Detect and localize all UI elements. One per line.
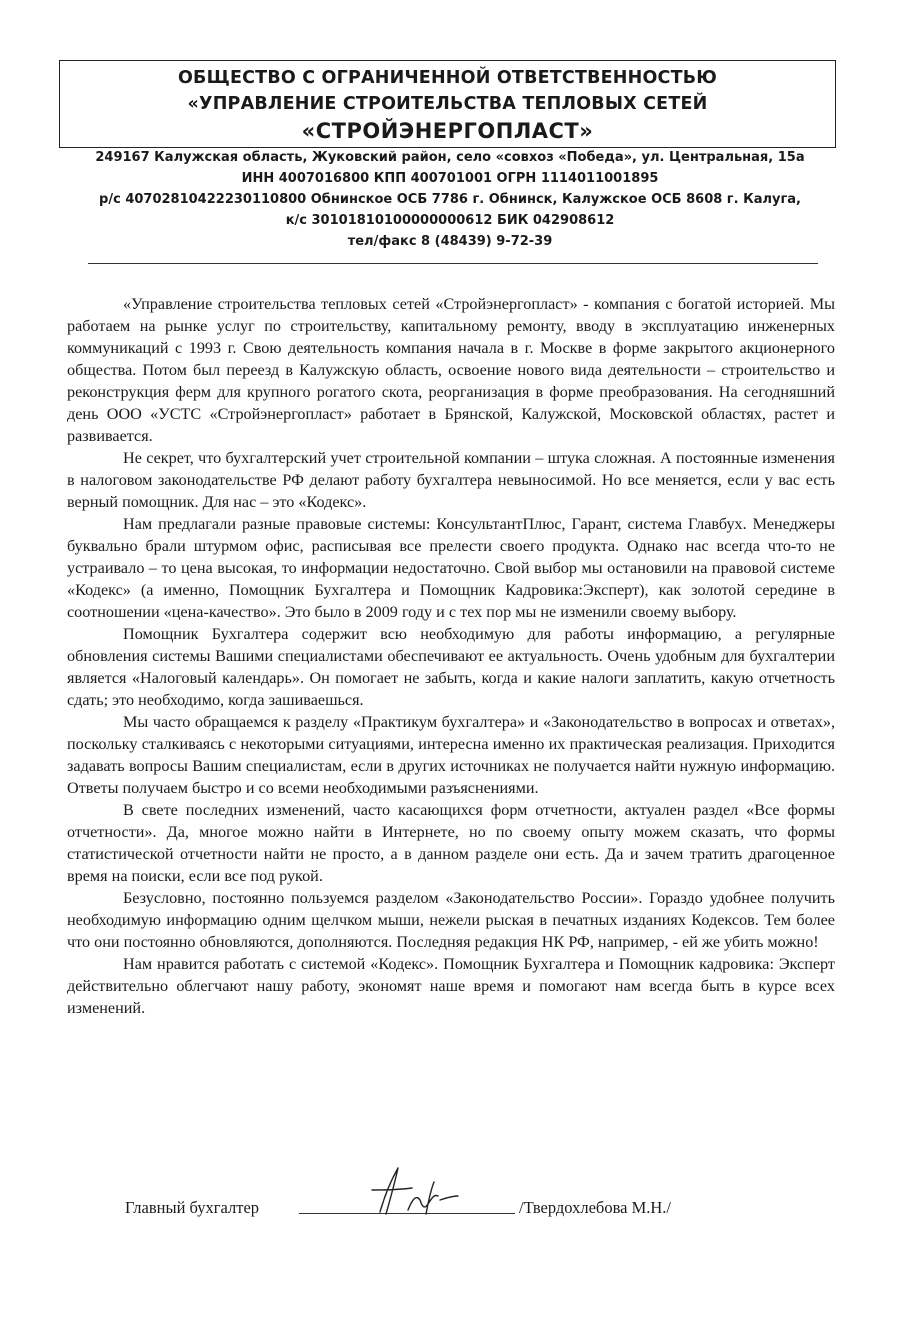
- paragraph: Помощник Бухгалтера содержит всю необходимую для работы информацию, а регулярные обновления системы Вашими специалистами обеспечивают ее актуальность. Очень удобным для бухгалтерии является «Налоговый календарь». Он помогает не забыть, когда и какие налоги заплатить, какую отчетность сдать; это необходимо, когда зашиваешься.: [67, 625, 835, 709]
- paragraph: Нам нравится работать с системой «Кодекс». Помощник Бухгалтера и Помощник кадровика: Эксперт действительно облегчают нашу работу, экономят наше время и помогают нам всегда быть в курсе всех изменений.: [67, 955, 835, 1017]
- company-name-line-2: «УПРАВЛЕНИЕ СТРОИТЕЛЬСТВА ТЕПЛОВЫХ СЕТЕЙ: [187, 94, 708, 114]
- company-address: 249167 Калужская область, Жуковский район, село «совхоз «Победа», ул. Центральная, 15а: [95, 150, 805, 165]
- paragraph: Мы часто обращаемся к разделу «Практикум бухгалтера» и «Законодательство в вопросах и ответах», поскольку сталкиваясь с некоторыми ситуациями, интересна именно их практическая реализация. Приходится задавать вопросы Вашим специалистам, если в других источниках не получается найти нужную информацию. Ответы получаем быстро и со всеми необходимыми разъяснениями.: [67, 713, 835, 797]
- paragraph: Нам предлагали разные правовые системы: КонсультантПлюс, Гарант, система Главбух. Менеджеры буквально брали штурмом офис, расписывая все прелести своего продукта. Однако нас всегда что-то не устраивало – то цена высокая, то информации недостаточно. Свой выбор мы остановили на правовой системе «Кодекс» (а именно, Помощник Бухгалтера и Помощник Кадровика:Эксперт), как золотой середине в соотношении «цена-качество». Это было в 2009 году и с тех пор мы не изменили своему выбору.: [67, 515, 835, 621]
- company-header-box: [59, 60, 836, 148]
- company-name-line-3: «СТРОЙЭНЕРГОПЛАСТ»: [301, 119, 594, 143]
- letter-body: [67, 293, 835, 1019]
- header-divider: [88, 263, 818, 264]
- company-name-line-1: ОБЩЕСТВО С ОГРАНИЧЕННОЙ ОТВЕТСТВЕННОСТЬЮ: [177, 68, 718, 88]
- phone-fax: тел/факс 8 (48439) 9-72-39: [347, 234, 553, 249]
- handwritten-signature-icon: [350, 1160, 460, 1222]
- company-ids: ИНН 4007016800 КПП 400701001 ОГРН 1114011001895: [241, 171, 659, 186]
- paragraph: «Управление строительства тепловых сетей «Стройэнергопласт» - компания с богатой историей. Мы работаем на рынке услуг по строительству, капитальному ремонту, вводу в эксплуатацию инженерных коммуникаций с 1993 г. Свою деятельность компания начала в г. Москве в форме закрытого акционерного общества. Потом был переезд в Калужскую область, освоение нового вида деятельности – строительство и реконструкция ферм для крупного рогатого скота, реорганизация в форме преобразования. На сегодняшний день ООО «УСТС «Стройэнергопласт» работает в Брянской, Калужской, Московской областях, растет и развивается.: [67, 295, 835, 445]
- signatory-title: Главный бухгалтер: [125, 1198, 260, 1217]
- paragraph: В свете последних изменений, часто касающихся форм отчетности, актуален раздел «Все формы отчетности». Да, многое можно найти в Интернете, но по своему опыту можем сказать, что формы статистической отчетности найти не просто, а в данном разделе они есть. Да и зачем тратить драгоценное время на поиски, если все под рукой.: [67, 801, 835, 885]
- correspondent-account: к/с 30101810100000000612 БИК 042908612: [285, 213, 615, 228]
- paragraph: Безусловно, постоянно пользуемся разделом «Законодательство России». Гораздо удобнее получить необходимую информацию одним щелчком мыши, нежели рыская в печатных изданиях Кодексов. Тем более что они постоянно обновляются, дополняются. Последняя редакция НК РФ, например, - ей же убить можно!: [67, 889, 835, 951]
- bank-account: р/с 40702810422230110800 Обнинское ОСБ 7786 г. Обнинск, Калужское ОСБ 8608 г. Калуга,: [99, 192, 801, 207]
- signatory-name: /Твердохлебова М.Н./: [519, 1198, 672, 1217]
- paragraph: Не секрет, что бухгалтерский учет строительной компании – штука сложная. А постоянные изменения в налоговом законодательстве РФ делают работу бухгалтера невыносимой. Но все меняется, если у вас есть верный помощник. Для нас – это «Кодекс».: [67, 449, 835, 511]
